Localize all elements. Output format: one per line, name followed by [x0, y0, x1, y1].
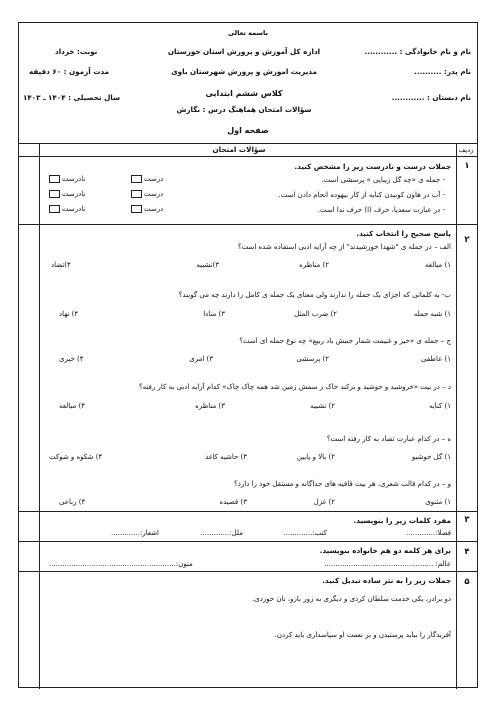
mcq-option[interactable]: ۴)تضاد [51, 261, 71, 269]
true-option[interactable] [131, 205, 163, 213]
student-name-field: نام و نام خانوادگی : ............ [364, 47, 471, 56]
exam-page [18, 22, 478, 688]
school-year: سال تحصیلی : ۱۴۰۴ ـ ۱۴۰۳ [23, 93, 121, 102]
mcq-option[interactable]: ۳)تشبیه [196, 261, 219, 269]
radif-header: ردیف [458, 146, 474, 154]
true-label: درست [144, 205, 164, 213]
mcq-option[interactable]: ۲) بالا و پایین [296, 453, 335, 461]
question-number: ۱ [464, 161, 470, 171]
mcq-option[interactable]: ۳) منادا [203, 310, 225, 318]
mcq-option[interactable]: ۳) مناظره [195, 402, 225, 410]
mcq-option[interactable]: ۱) عاطفی [421, 355, 451, 363]
mcq-option[interactable]: ۲) غزل [313, 498, 335, 506]
row-divider [19, 224, 477, 225]
mcq-stem: و – در کدام قالب شعری، هر بیت قافیه های جداگانه و مستقل خود را دارد؟ [234, 480, 451, 488]
school-name-field: نام دبستان : ............ [391, 93, 471, 102]
mcq-option[interactable]: ۴) رباعی [59, 498, 86, 506]
true-checkbox[interactable] [131, 190, 142, 198]
tf-statement: - در عبارت سعدیا، حرف (ا) حرف ندا است. [317, 206, 445, 214]
question-number: ۴ [464, 547, 470, 557]
false-label: نادرست [62, 205, 86, 213]
tf-statement: - جمله ی «چه گل زیبایی » پرسشی است. [321, 176, 445, 184]
true-checkbox[interactable] [131, 175, 142, 183]
mcq-option[interactable]: ۲) مناظره [299, 261, 329, 269]
tf-statement: - آب در هاون کوبیدن کنایه از کار بیهوده انجام دادن است. [278, 191, 445, 199]
true-label: درست [144, 175, 164, 183]
mcq-option[interactable]: ۱) کنایه [428, 402, 451, 410]
mcq-option[interactable]: ۳) قصیده [219, 498, 247, 506]
question-number: ۵ [464, 577, 470, 587]
mcq-option[interactable]: ۲) تشبیه [310, 402, 335, 410]
question-title: جملات درست و نادرست زیر را مشخص کنید. [294, 162, 451, 171]
mcq-option[interactable]: ۴) خبری [59, 355, 84, 363]
mcq-stem: الف – در جمله ی "شهدا خورشیدند" از چه آرایه ادبی استفاده شده است؟ [237, 243, 451, 251]
mcq-option[interactable]: ۴) مبالغه [59, 402, 85, 410]
radif-col-divider [456, 143, 457, 689]
row-divider [19, 541, 477, 542]
exam-header [19, 23, 477, 144]
question-title: برای هر کلمه دو هم خانواده بنویسید. [319, 546, 451, 555]
mcq-option[interactable]: ۳) امری [189, 355, 213, 363]
false-checkbox[interactable] [49, 175, 60, 183]
exam-duration: مدت آزمون : ۶۰ دقیقه [29, 67, 110, 76]
fill-blank[interactable]: فضلا:............. [406, 529, 451, 537]
mcq-option[interactable]: ۱) مبالغه [425, 261, 451, 269]
false-checkbox[interactable] [49, 205, 60, 213]
prose-line: آفریدگار را بباید پرستیدن و بر نعمت او سپاسداری باید کردن. [274, 631, 451, 639]
question-title: مفرد کلمات زیر را بنویسید. [353, 516, 451, 525]
mcq-option[interactable]: ۳) حاشیه کاغذ [205, 453, 247, 461]
row-divider [19, 571, 477, 572]
org-line-2: مدیریت اموزش و پرورش شهرستان باوی [171, 67, 317, 76]
fill-blank[interactable]: کتب:............. [283, 529, 327, 537]
question-number: ۲ [464, 235, 470, 245]
prose-line: دو برادر، یکی خدمت سلطان کردی و دیگری به زور بازو، نان خوردی. [252, 595, 451, 603]
true-checkbox[interactable] [131, 205, 142, 213]
question-number: ۳ [464, 515, 470, 525]
class-title: کلاس ششم ابتدایی [205, 89, 283, 98]
false-option[interactable] [49, 175, 85, 183]
fill-blank[interactable]: اشعار:............. [111, 529, 159, 537]
mcq-option[interactable]: ۱) گل خوشبو [411, 453, 451, 461]
false-checkbox[interactable] [49, 190, 60, 198]
org-line-1: اداره کل آموزش و پرورش استان خوزستان [167, 47, 321, 56]
exam-turn: نوبت: خرداد [55, 47, 98, 56]
true-option[interactable] [131, 175, 163, 183]
question-title: پاسخ صحیح را انتخاب کنید. [356, 229, 451, 238]
false-label: نادرست [62, 190, 86, 198]
mcq-stem: ه – در کدام عبارت تضاد به کار رفته است؟ [326, 435, 451, 443]
row-divider [19, 511, 477, 512]
page-label: صفحه اول [227, 126, 269, 135]
besmellah: باسمه تعالی [228, 29, 268, 37]
fill-blank[interactable]: عالم: ................................................. [324, 560, 451, 568]
score-col-divider [39, 143, 40, 689]
question-title: جملات زیر را به نثر ساده تبدیل کنید. [322, 576, 451, 585]
questions-header: سؤالات امتحان [212, 145, 266, 154]
row-divider [19, 156, 477, 157]
true-label: درست [144, 190, 164, 198]
mcq-option[interactable]: ۲) ضرب المثل [294, 310, 337, 318]
fill-blank[interactable]: متون:......................................................... [49, 560, 193, 568]
father-name-field: نام پدر: .......... [414, 67, 471, 76]
true-option[interactable] [131, 190, 163, 198]
mcq-option[interactable]: ۲) پرسشی [296, 355, 329, 363]
false-option[interactable] [49, 190, 85, 198]
mcq-stem: ب- به کلماتی که اجزای یک جمله را ندارند ولی معنای یک جمله ی کامل را دارند چه می گویند؟ [178, 291, 451, 299]
false-label: نادرست [62, 175, 86, 183]
exam-title: سؤالات امتحان هماهنگ درس : نگارش [176, 105, 312, 114]
mcq-option[interactable]: ۴) شکوه و شوکت [49, 453, 103, 461]
mcq-stem: د – در بیت «خروشید و جوشید و برکند خاک ز سمش زمین شد همه چاک چاک» کدام آرایه ادبی به کار رفته؟ [138, 383, 451, 391]
mcq-option[interactable]: ۱) مثنوی [425, 498, 451, 506]
false-option[interactable] [49, 205, 85, 213]
fill-blank[interactable]: ملل:............. [200, 529, 243, 537]
mcq-stem: ج – جمله ی «خیز و غنیمت شمار جنبش باد ربیع» چه نوع جمله ای است؟ [239, 337, 451, 345]
mcq-option[interactable]: ۴) نهاد [59, 310, 79, 318]
mcq-option[interactable]: ۱) شبه جمله [413, 310, 451, 318]
